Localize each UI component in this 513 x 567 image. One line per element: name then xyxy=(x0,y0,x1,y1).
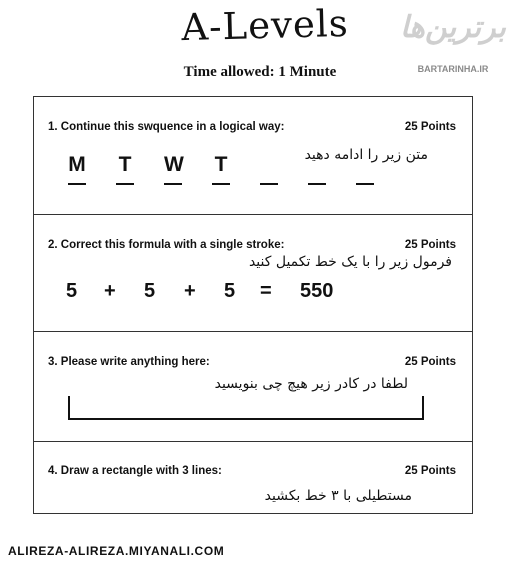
footer-credit: ALIREZA-ALIREZA.MIYANALI.COM xyxy=(8,544,225,558)
sequence-blank[interactable] xyxy=(308,153,326,177)
question-4-header xyxy=(48,465,456,477)
sequence-underline xyxy=(164,183,182,185)
sequence-letter: T xyxy=(118,153,132,176)
formula-term: 5 xyxy=(66,280,78,302)
question-2-points: 25 Points xyxy=(404,239,456,251)
answer-box[interactable] xyxy=(68,396,424,420)
sequence-underline xyxy=(116,183,134,185)
formula-result: 550 xyxy=(300,280,334,302)
question-2 xyxy=(34,215,472,332)
question-4-label: 4. Draw a rectangle with 3 lines: xyxy=(48,465,222,477)
question-2-header xyxy=(48,239,456,251)
formula-equals: = xyxy=(260,280,272,302)
bartarinha-logo-icon: برترین‌ها xyxy=(400,10,506,45)
sequence-blank[interactable] xyxy=(260,153,278,177)
question-1 xyxy=(34,97,472,215)
page-title: A-Levels xyxy=(180,1,350,50)
sequence-letter: T xyxy=(214,153,228,176)
watermark-logo xyxy=(399,8,507,80)
question-1-persian: متن زیر را ادامه دهید xyxy=(304,147,428,163)
question-2-label: 2. Correct this formula with a single stroke: xyxy=(48,239,285,251)
sequence-underline xyxy=(308,183,326,185)
question-3-label: 3. Please write anything here: xyxy=(48,356,210,368)
sequence-underline xyxy=(260,183,278,185)
question-3-persian: لطفا در کادر زیر هیچ چی بنویسید xyxy=(214,376,408,392)
sequence-underline xyxy=(212,183,230,185)
question-4-points: 25 Points xyxy=(404,465,456,477)
exam-sheet xyxy=(33,96,473,514)
sequence-letter: W xyxy=(164,153,184,176)
question-3-header xyxy=(48,356,456,368)
watermark-url: BARTARINHA.IR xyxy=(417,64,489,74)
question-4-persian: مستطیلی با ۳ خط بکشید xyxy=(264,488,412,504)
formula-operator: + xyxy=(104,280,116,302)
question-1-header xyxy=(48,121,456,133)
question-2-persian: فرمول زیر را با یک خط تکمیل کنید xyxy=(248,254,452,270)
formula-term: 5 xyxy=(224,280,236,302)
question-3-points: 25 Points xyxy=(404,356,456,368)
sequence-letter: M xyxy=(68,153,86,176)
sequence-blank[interactable] xyxy=(356,153,374,177)
question-1-points: 25 Points xyxy=(404,121,456,133)
time-allowed: Time allowed: 1 Minute xyxy=(183,64,337,80)
sequence-underline xyxy=(68,183,86,185)
formula-operator: + xyxy=(184,280,196,302)
question-1-label: 1. Continue this swquence in a logical way: xyxy=(48,121,285,133)
formula-term: 5 xyxy=(144,280,156,302)
question-3 xyxy=(34,332,472,442)
question-4 xyxy=(34,442,472,515)
sequence-underline xyxy=(356,183,374,185)
